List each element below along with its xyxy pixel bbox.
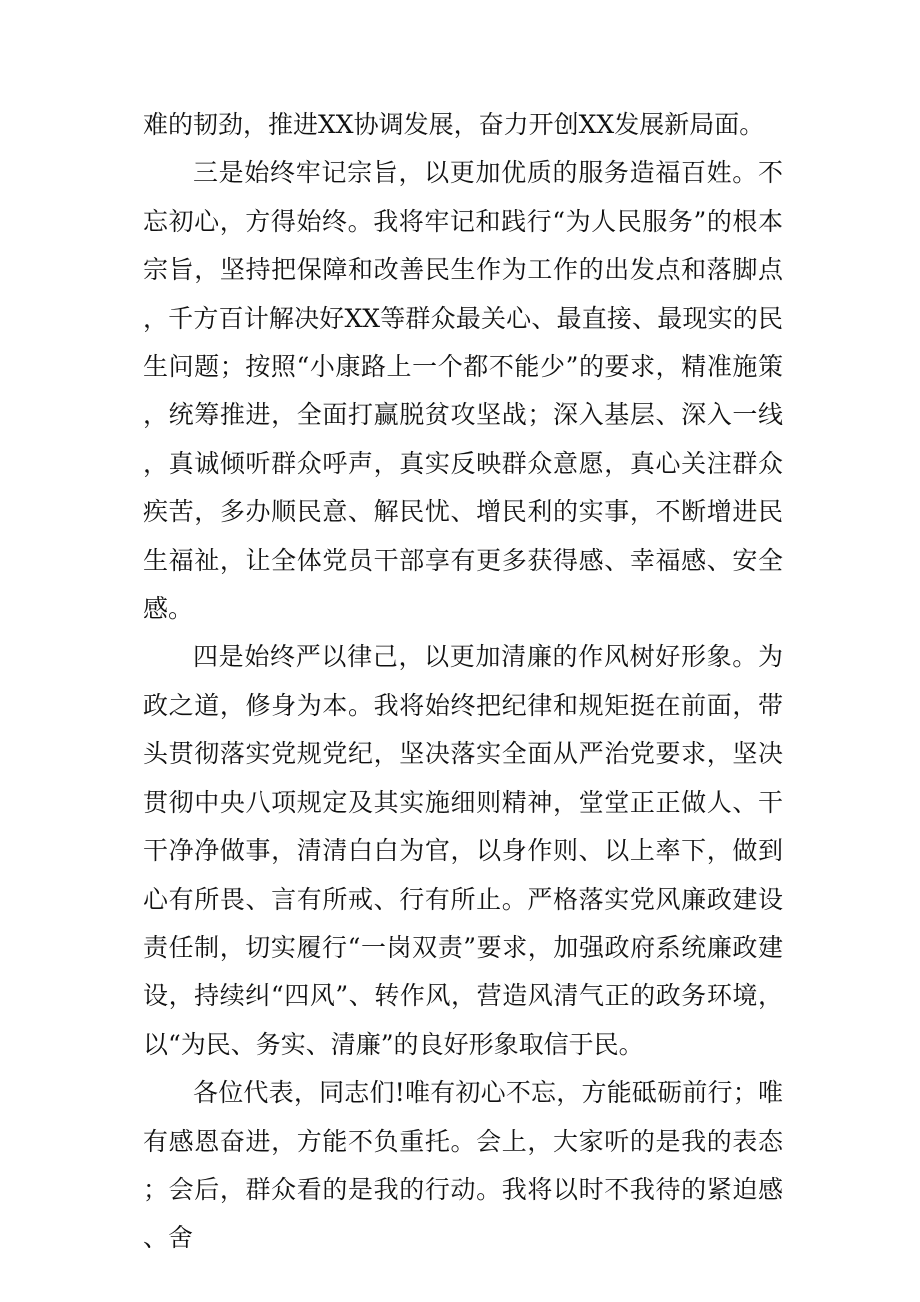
document-body (143, 101, 783, 1263)
paragraph-continuation: 难的韧劲，推进XX协调发展，奋力开创XX发展新局面。 (143, 110, 765, 139)
paragraph-three: 三是始终牢记宗旨，以更加优质的服务造福百姓。不忘初心，方得始终。我将牢记和践行“为人民服务”的根本宗旨，坚持把保障和改善民生作为工作的出发点和落脚点，千方百计解决好XX等群众最关心、最直接、最现实的民生问题；按照“小康路上一个都不能少”的要求，精准施策，统筹推进，全面打赢脱贫攻坚战；深入基层、深入一线，真诚倾听群众呼声，真实反映群众意愿，真心关注群众疾苦，多办顺民意、解民忧、增民利的实事，不断增进民生福祉，让全体党员干部享有更多获得感、幸福感、安全感。 (143, 158, 783, 624)
paragraph-four: 四是始终严以律己，以更加清廉的作风树好形象。为政之道，修身为本。我将始终把纪律和规矩挺在前面，带头贯彻落实党规党纪，坚决落实全面从严治党要求，坚决贯彻中央八项规定及其实施细则精神，堂堂正正做人、干干净净做事，清清白白为官，以身作则、以上率下，做到心有所畏、言有所戒、行有所止。严格落实党风廉政建设责任制，切实履行“一岗双责”要求，加强政府系统廉政建设，持续纠“四风”、转作风，营造风清气正的政务环境，以“为民、务实、清廉”的良好形象取信于民。 (143, 642, 783, 1059)
paragraph-closing: 各位代表，同志们!唯有初心不忘，方能砥砺前行；唯有感恩奋进，方能不负重托。会上，大家听的是我的表态；会后，群众看的是我的行动。我将以时不我待的紧迫感、舍 (143, 1078, 783, 1253)
